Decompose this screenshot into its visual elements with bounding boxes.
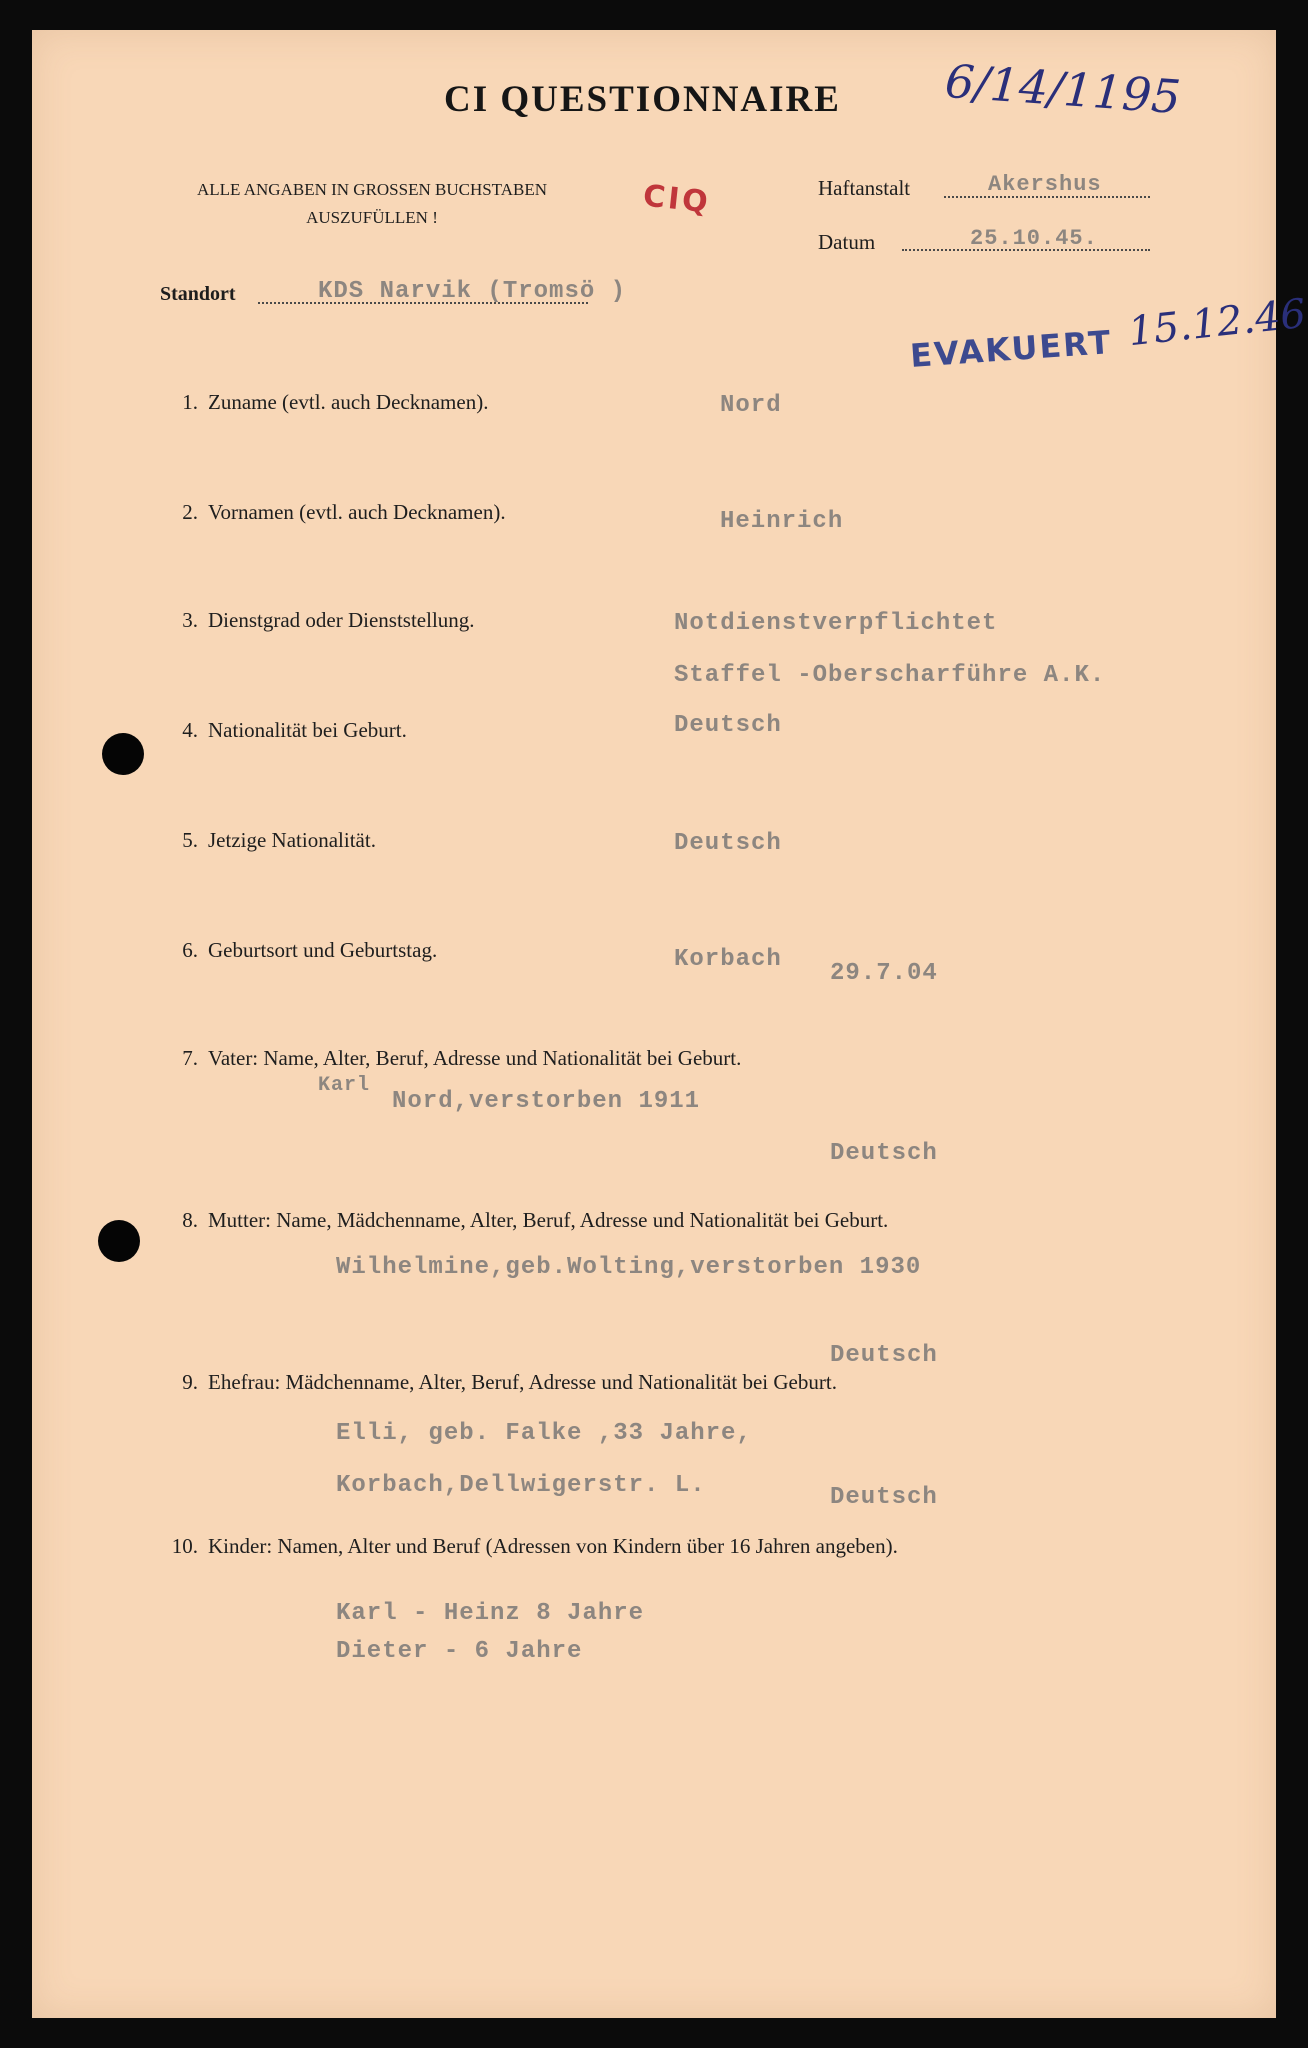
- answer-7-nationality: Deutsch: [830, 1140, 938, 1167]
- question-label: Nationalität bei Geburt.: [208, 718, 407, 742]
- question-label: Jetzige Nationalität.: [208, 828, 376, 852]
- evakuert-handwritten-date: 15.12.46: [1126, 290, 1308, 356]
- punch-hole-lower: [98, 1220, 140, 1262]
- handwritten-file-number: 6/14/1195: [943, 53, 1183, 125]
- question-7: [164, 1046, 741, 1071]
- question-5: [164, 828, 376, 853]
- question-label: Geburtsort und Geburtstag.: [208, 938, 438, 962]
- punch-hole-upper: [102, 733, 144, 775]
- haftanstalt-value: Akershus: [988, 172, 1102, 197]
- question-number: 5.: [182, 828, 198, 852]
- answer-3a: Notdienstverpflichtet: [674, 610, 998, 637]
- answer-7-firstname: Karl: [318, 1074, 371, 1097]
- answer-10-child-1: Karl - Heinz 8 Jahre: [336, 1600, 645, 1627]
- standort-label: Standort: [160, 283, 236, 305]
- haftanstalt-label: Haftanstalt: [818, 176, 911, 200]
- question-label: Zuname (evtl. auch Decknamen).: [208, 390, 489, 414]
- instructions: [152, 176, 592, 232]
- form-title: CI QUESTIONNAIRE: [444, 79, 841, 120]
- question-6: [164, 938, 437, 963]
- answer-10-child-2: Dieter - 6 Jahre: [336, 1638, 583, 1665]
- answer-2: Heinrich: [720, 508, 844, 535]
- answer-1: Nord: [720, 392, 782, 419]
- answer-9-nationality: Deutsch: [830, 1484, 938, 1511]
- answer-3b: Staffel -Oberscharführe A.K.: [674, 662, 1106, 689]
- answer-9-name: Elli, geb. Falke ,33 Jahre,: [336, 1420, 752, 1447]
- question-9: [164, 1370, 837, 1395]
- answer-8-nationality: Deutsch: [830, 1342, 938, 1369]
- answer-8-name: Wilhelmine,geb.Wolting,verstorben 1930: [336, 1254, 922, 1281]
- question-label: Dienstgrad oder Dienststellung.: [208, 608, 475, 632]
- question-number: 4.: [182, 718, 198, 742]
- question-4: [164, 718, 407, 743]
- answer-4: Deutsch: [674, 712, 782, 739]
- datum-value: 25.10.45.: [970, 226, 1098, 251]
- datum-label: Datum: [818, 230, 876, 254]
- answer-6-place: Korbach: [674, 946, 782, 973]
- answer-6-date: 29.7.04: [830, 960, 938, 987]
- question-number: 6.: [182, 938, 198, 962]
- question-number: 9.: [182, 1370, 198, 1394]
- instruction-line-2: AUSZUFÜLLEN !: [306, 208, 438, 227]
- answer-5: Deutsch: [674, 830, 782, 857]
- standort-value: KDS Narvik (Tromsö ): [318, 278, 627, 305]
- question-10: [164, 1534, 898, 1559]
- answer-9-address: Korbach,Dellwigerstr. L.: [336, 1472, 706, 1499]
- question-number: 1.: [182, 390, 198, 414]
- question-number: 7.: [182, 1046, 198, 1070]
- evakuert-stamp: EVAKUERT: [908, 322, 1114, 376]
- question-label: Ehefrau: Mädchenname, Alter, Beruf, Adresse und Nationalität bei Geburt.: [208, 1370, 837, 1394]
- question-label: Vornamen (evtl. auch Decknamen).: [208, 500, 506, 524]
- question-3: [164, 608, 475, 633]
- question-2: [164, 500, 506, 525]
- question-number: 10.: [171, 1534, 198, 1558]
- ciq-stamp: CIQ: [641, 178, 713, 221]
- answer-7-name: Nord,verstorben 1911: [392, 1088, 701, 1115]
- question-label: Kinder: Namen, Alter und Beruf (Adressen von Kindern über 16 Jahren angeben).: [208, 1534, 898, 1558]
- instruction-line-1: ALLE ANGABEN IN GROSSEN BUCHSTABEN: [197, 180, 547, 199]
- question-label: Mutter: Name, Mädchenname, Alter, Beruf, Adresse und Nationalität bei Geburt.: [208, 1208, 889, 1232]
- question-number: 2.: [182, 500, 198, 524]
- question-1: [164, 390, 488, 415]
- question-number: 8.: [182, 1208, 198, 1232]
- question-label: Vater: Name, Alter, Beruf, Adresse und Nationalität bei Geburt.: [208, 1046, 742, 1070]
- question-8: [164, 1208, 888, 1233]
- question-number: 3.: [182, 608, 198, 632]
